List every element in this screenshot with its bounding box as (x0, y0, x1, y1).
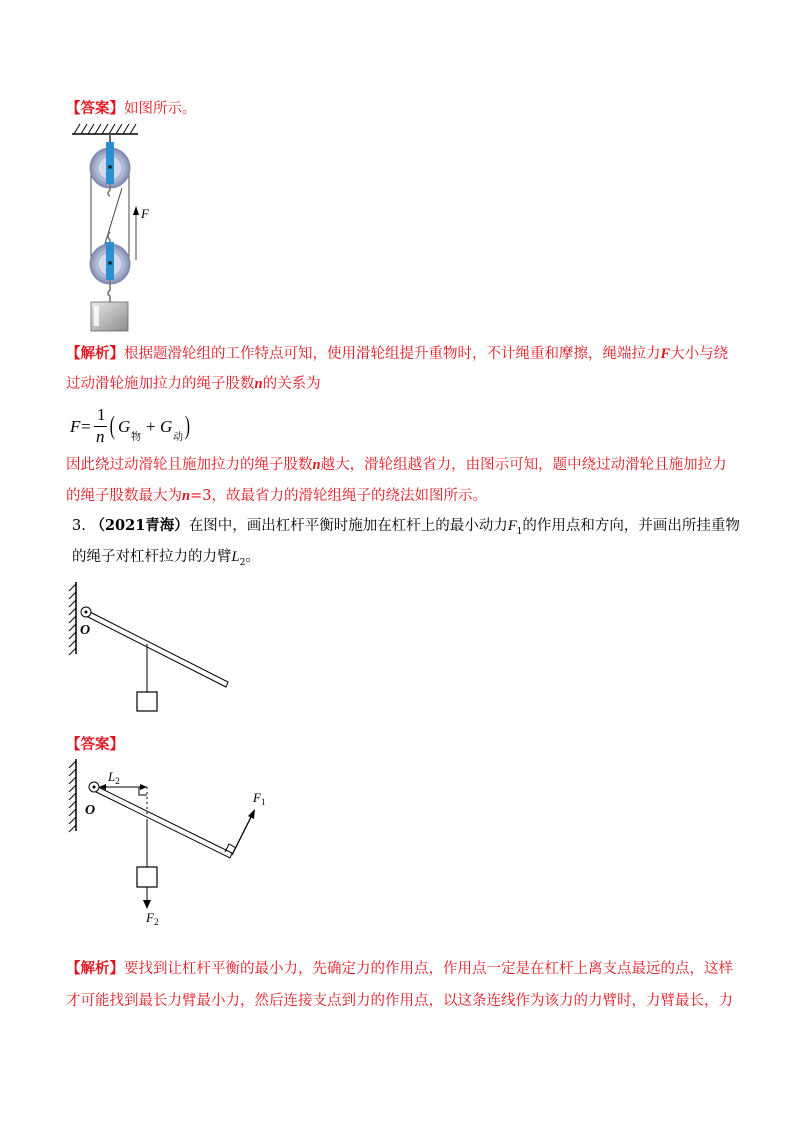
var-n: n (254, 376, 263, 392)
var-n: n (312, 457, 321, 473)
var-l-sub: 2 (239, 557, 246, 568)
question-text-c: 的绳子对杠杆拉力的力臂 (72, 549, 232, 565)
fixed-pulley (90, 142, 130, 196)
question-source: （2021青海） (90, 517, 189, 534)
formula-eq: = (81, 417, 91, 436)
question-text-d: 。 (245, 549, 260, 565)
weight-box (137, 692, 157, 711)
formula-plus: + (146, 417, 156, 436)
conclusion1-line1 (66, 454, 727, 476)
pivot-label: O (80, 623, 91, 638)
weight-block (91, 302, 128, 331)
analysis1-line2 (66, 373, 321, 395)
answer-label: 【答案】 (66, 100, 124, 117)
pivot-label: O (85, 803, 96, 818)
question3-line1 (72, 515, 740, 543)
lever-diagram-answer (66, 757, 286, 932)
analysis2-line2 (66, 990, 733, 1012)
formula-den: n (96, 427, 105, 446)
movable-pulley (90, 242, 130, 302)
f2-arrow (143, 900, 151, 909)
analysis1-line2-b: 的关系为 (262, 376, 321, 392)
l2-arrow-right (140, 784, 147, 790)
conclusion1-line2 (66, 485, 487, 507)
analysis2-line1 (66, 958, 733, 980)
question3-line2 (72, 546, 260, 574)
analysis-label: 【解析】 (66, 960, 124, 977)
conclusion1-d: =3，故最省力的滑轮组绳子的绕法如图所示。 (190, 488, 487, 504)
formula-g2: G (160, 417, 173, 436)
var-l: L (231, 549, 240, 565)
conclusion1-c: 的绳子股数最大为 (66, 488, 182, 504)
f1-label: $F_1$ (253, 790, 266, 807)
force-label: F (141, 206, 149, 221)
analysis1-line1 (66, 343, 728, 365)
question-text-a: 在图中，画出杠杆平衡时施加在杠杆上的最小动力 (188, 518, 508, 534)
var-f: F (507, 518, 517, 534)
conclusion1-a: 因此绕过动滑轮且施加拉力的绳子股数 (66, 457, 313, 473)
conclusion1-b: 越大，滑轮组越省力，由图示可知，题中绕过动滑轮且施加拉力 (320, 457, 727, 473)
analysis-label: 【解析】 (66, 345, 124, 362)
question-text-b: 的作用点和方向，并画出所挂重物 (522, 518, 740, 534)
weight-box (137, 867, 157, 887)
f2-label: $F_2$ (146, 910, 159, 927)
formula-g1-sub: 物 (131, 432, 141, 443)
analysis1-text-b: 大小与绕 (670, 346, 729, 362)
analysis1-line2-a: 过动滑轮施加拉力的绳子股数 (66, 376, 255, 392)
analysis1-text-a: 根据题滑轮组的工作特点可知，使用滑轮组提升重物时，不计绳重和摩擦，绳端拉力 (124, 346, 661, 362)
lever-diagram-question (66, 580, 246, 720)
formula-num: 1 (97, 405, 106, 424)
var-f: F (660, 346, 671, 362)
var-n: n (182, 488, 191, 504)
formula-rparen: ) (184, 411, 190, 440)
formula-g2-sub: 动 (173, 432, 183, 443)
analysis2-text-2: 才可能找到最长力臂最小力，然后连接支点到力的作用点，以这条连线作为该力的力臂时，力臂最长，力 (66, 993, 733, 1009)
answer2-label: 【答案】 (66, 736, 124, 753)
pulley-diagram (70, 120, 160, 335)
force-arrow (133, 206, 139, 215)
question-number: 3. (72, 518, 86, 534)
var-f-sub: 1 (516, 526, 523, 537)
formula-lparen: ( (109, 411, 115, 440)
l2-label: $L_2$ (108, 769, 120, 786)
formula-g1: G (118, 417, 131, 436)
formula-lhs: F (70, 417, 81, 436)
f1-arrow (248, 809, 255, 819)
formula (70, 405, 210, 449)
analysis2-text-1: 要找到让杠杆平衡的最小力，先确定力的作用点，作用点一定是在杠杆上离支点最远的点，这样 (124, 961, 733, 977)
answer-text: 如图所示。 (124, 101, 197, 117)
answer-line (66, 98, 197, 120)
